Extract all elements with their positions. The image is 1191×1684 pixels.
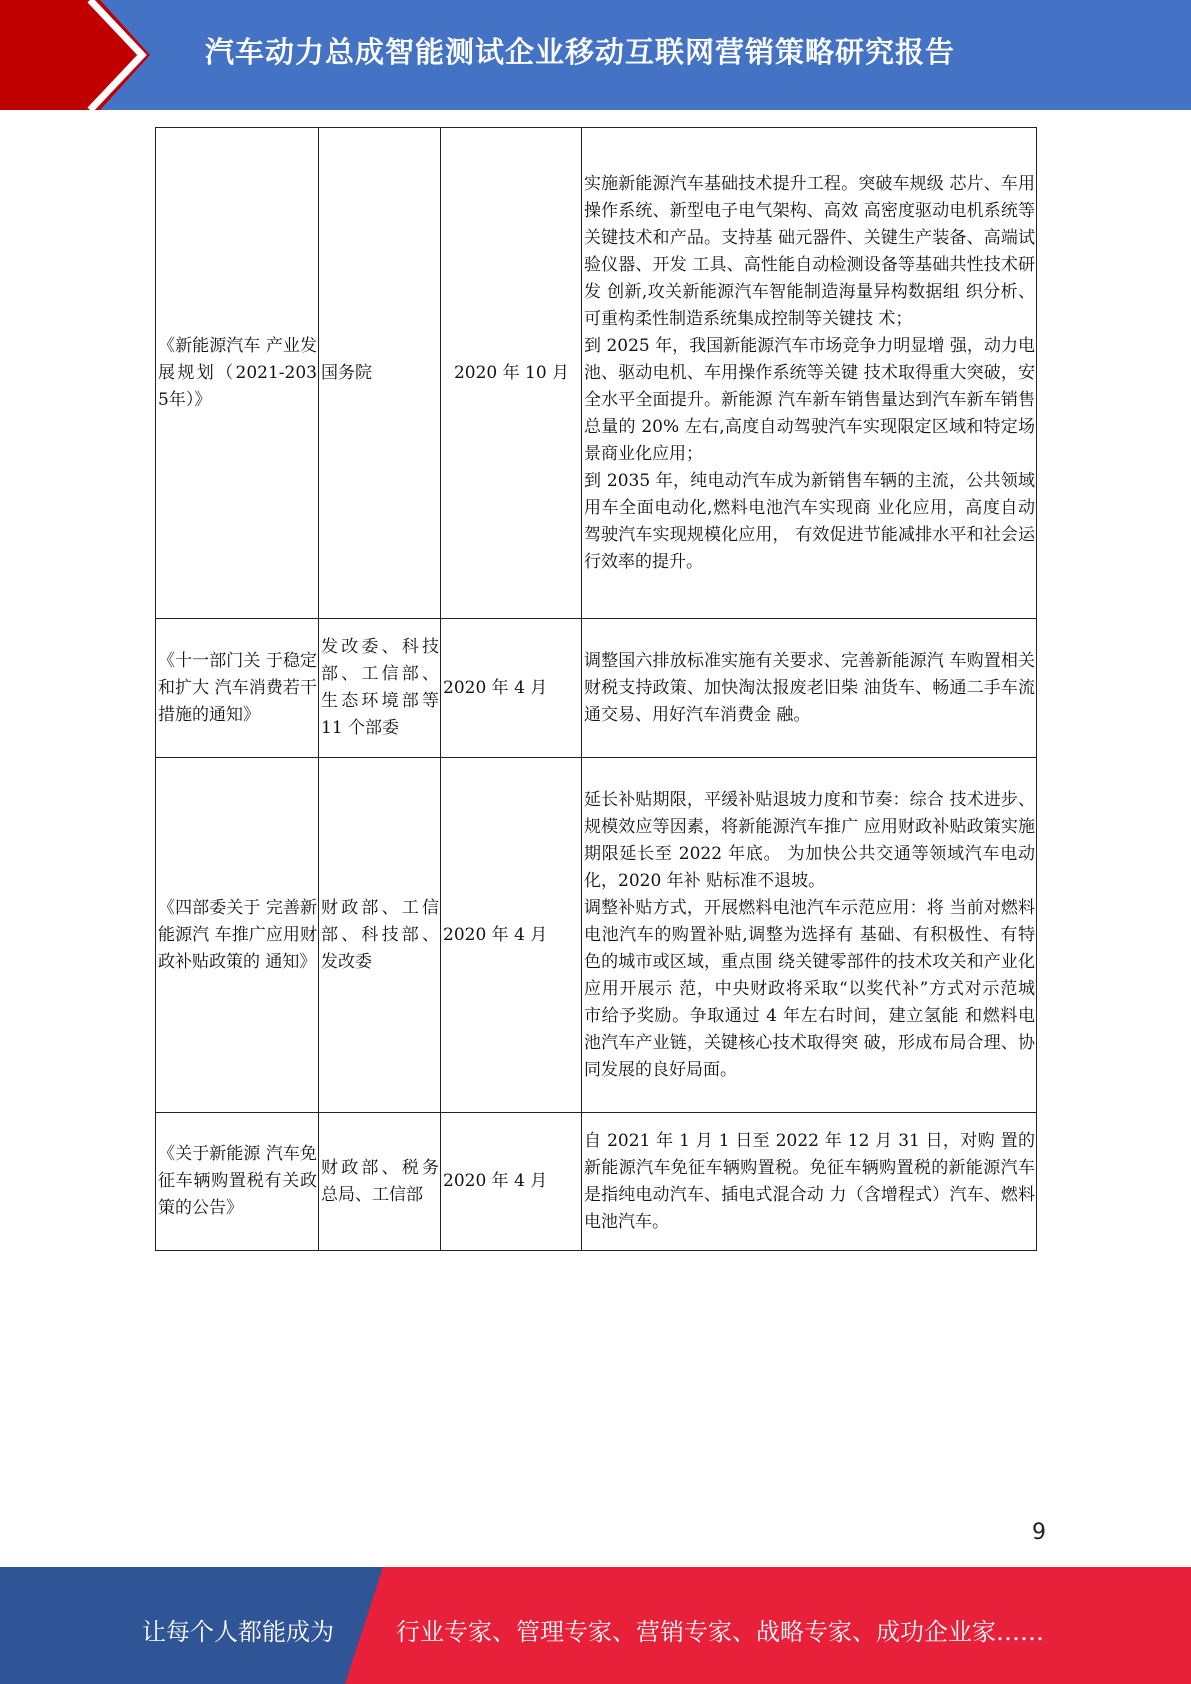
content-cell: 延长补贴期限，平缓补贴退坡力度和节奏：综合 技术进步、规模效应等因素，将新能源汽车推广 应用财政补贴政策实施期限延长至 2022 年底。 为加快公共交通等领域汽车电动化，2020 年补 贴标准不退坡。 调整补贴方式，开展燃料电池汽车示范应用：将 当前对燃料电池汽车的购置补贴,调整为选择有 基础、有积极性、有特色的城市或区域，重点围 绕关键零部件的技术攻关和产业化应用开展示 范，中央财政将采取“以奖代补”方式对示范城 市给予奖励。争取通过 4 年左右时间，建立氢能 和燃料电池汽车产业链，关键核心技术取得突 破，形成布局合理、协同发展的良好局面。 [582,758,1037,1113]
content-cell: 实施新能源汽车基础技术提升工程。突破车规级 芯片、车用操作系统、新型电子电气架构、高效 高密度驱动电机系统等关键技术和产品。支持基 础元器件、关键生产装备、高端试验仪器、开发 工具、高性能自动检测设备等基础共性技术研发 创新,攻关新能源汽车智能制造海量异构数据组 织分析、可重构柔性制造系统集成控制等关键技 术； 到 2025 年，我国新能源汽车市场竞争力明显增 强，动力电池、驱动电机、车用操作系统等关键 技术取得重大突破，安全水平全面提升。新能源 汽车新车销售量达到汽车新车销售总量的 20% 左右,高度自动驾驶汽车实现限定区域和特定场 景商业化应用； 到 2035 年，纯电动汽车成为新销售车辆的主流，公共领域用车全面电动化,燃料电池汽车实现商 业化应用，高度自动驾驶汽车实现规模化应用， 有效促进节能减排水平和社会运行效率的提升。 [582,128,1037,619]
document-title: 汽车动力总成智能测试企业移动互联网营销策略研究报告 [205,35,956,69]
footer-slogan-left: 让每个人都能成为 [142,1618,334,1646]
policy-name-cell: 《四部委关于 完善新能源汽 车推广应用财 政补贴政策的 通知》 [156,758,319,1113]
footer-slogan-right: 行业专家、管理专家、营销专家、战略专家、成功企业家…… [396,1618,1044,1646]
table-row [156,758,1037,1113]
policy-name-cell: 《十一部门关 于稳定和扩大 汽车消费若干 措施的通知》 [156,619,319,758]
issuer-cell: 国务院 [319,128,441,619]
content-cell: 自 2021 年 1 月 1 日至 2022 年 12 月 31 日，对购 置的新能源汽车免征车辆购置税。免征车辆购置税的新能源汽车是指纯电动汽车、插电式混合动 力（含增程式）汽车、燃料电池汽车。 [582,1113,1037,1251]
table-row [156,1113,1037,1251]
table-row [156,619,1037,758]
table-row [156,128,1037,619]
page-footer [0,1567,1191,1684]
page-number: 9 [1032,1520,1046,1545]
issuer-cell: 财政部、税务总局、工信部 [319,1113,441,1251]
date-cell: 2020 年 10 月 [441,128,582,619]
issuer-cell: 发改委、科技部、工信部、生态环境部等 11 个部委 [319,619,441,758]
date-cell: 2020 年 4 月 [441,1113,582,1251]
date-cell: 2020 年 4 月 [441,758,582,1113]
issuer-cell: 财政部、工信部、科技部、发改委 [319,758,441,1113]
policy-name-cell: 《关于新能源 汽车免征车辆购置税有关政 策的公告》 [156,1113,319,1251]
policy-name-cell: 《新能源汽车 产业发展规划（2021-2035年）》 [156,128,319,619]
content-cell: 调整国六排放标准实施有关要求、完善新能源汽 车购置相关财税支持政策、加快淘汰报废老旧柴 油货车、畅通二手车流通交易、用好汽车消费金 融。 [582,619,1037,758]
date-cell: 2020 年 4 月 [441,619,582,758]
page-header [0,0,1191,110]
policy-table [155,127,1037,1251]
